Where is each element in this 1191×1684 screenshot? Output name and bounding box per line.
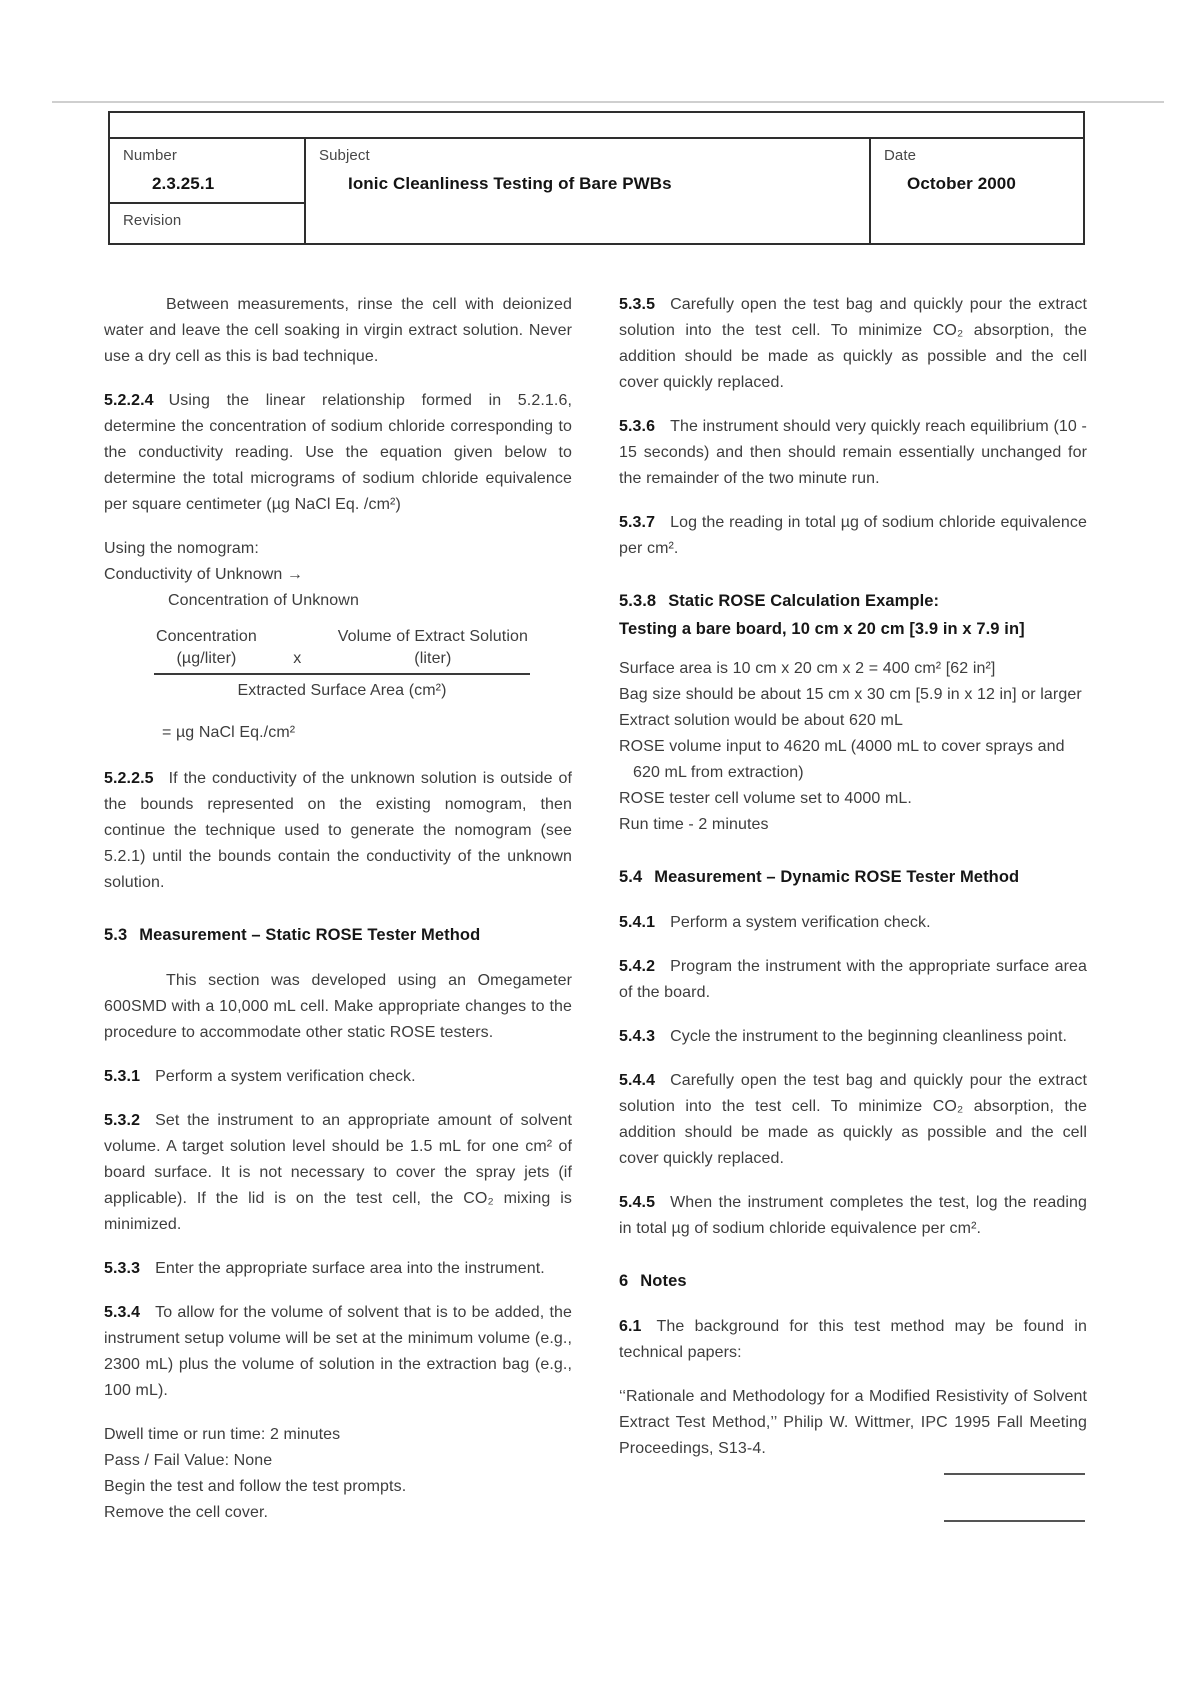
section-5-3-2: [104, 1108, 572, 1238]
page-top-rule: [52, 101, 1164, 103]
section-number: 6.1: [619, 1318, 642, 1335]
section-5-4-1: [619, 910, 1087, 936]
heading-line: [619, 588, 1087, 614]
section-text: Enter the appropriate surface area into the instrument.: [155, 1260, 545, 1277]
section-number: 5.4.2: [619, 958, 656, 975]
section-5-3-5: [619, 292, 1087, 396]
section-6-1: [619, 1314, 1087, 1366]
section-5-3-7: [619, 510, 1087, 562]
heading-text: Notes: [640, 1272, 687, 1290]
number-cell: [110, 139, 304, 204]
example-line: ROSE tester cell volume set to 4000 mL.: [619, 790, 912, 807]
run-setting-line: Remove the cell cover.: [104, 1504, 269, 1521]
example-line: Extract solution would be about 620 mL: [619, 712, 903, 729]
section-text: Carefully open the test bag and quickly pour the extract solution into the test cell. To minimize CO₂ absorption, the addition should be made as quickly as possible and the cell cover quickly replaced.: [619, 1072, 1087, 1167]
heading-line: Testing a bare board, 10 cm x 20 cm [3.9 in x 7.9 in]: [619, 620, 1025, 638]
section-number: 5.3.6: [619, 418, 656, 435]
date-value: October 2000: [907, 174, 1016, 193]
reference-citation: ‘‘Rationale and Methodology for a Modified Resistivity of Solvent Extract Test Method,’’ Philip W. Wittmer, IPC 1995 Fall Meeting Proceedings, S13-4.: [619, 1388, 1087, 1457]
header-columns: [110, 139, 1083, 243]
subject-cell: [306, 139, 871, 243]
calculation-example-lines: [619, 656, 1087, 838]
signature-rule-bottom: [944, 1520, 1085, 1522]
signature-rule-top: [944, 1473, 1085, 1475]
heading-number: 6: [619, 1272, 629, 1290]
equation-denominator: Extracted Surface Area (cm²): [237, 682, 447, 699]
heading-number: 5.3.8: [619, 592, 657, 610]
section-number: 5.4.4: [619, 1072, 656, 1089]
section-text: Set the instrument to an appropriate amount of solvent volume. A target solution level should be 1.5 mL for one cm² of board surface. It is not necessary to cover the spray jets (if applicable). If the lid is on the test cell, the CO₂ mixing is minimized.: [104, 1112, 572, 1233]
header-empty-row: [110, 113, 1083, 139]
paragraph-intro: Between measurements, rinse the cell with deionized water and leave the cell soaking in virgin extract solution. Never use a dry cell as this is bad technique.: [104, 296, 572, 365]
section-text: If the conductivity of the unknown solution is outside of the bounds represented on the existing nomogram, then continue the technique used to generate the nomogram (see 5.2.1) until the bounds contain the conductivity of the unknown solution.: [104, 770, 572, 891]
section-text: To allow for the volume of solvent that is to be added, the instrument setup volume will be set at the minimum volume (e.g., 2300 mL) plus the volume of solution in the extraction bag (e.g., 100 mL).: [104, 1304, 572, 1399]
heading-5-3: [104, 922, 572, 948]
equation-term-label: Concentration: [156, 628, 257, 645]
example-line: Surface area is 10 cm x 20 cm x 2 = 400 cm² [62 in²]: [619, 660, 996, 677]
section-number: 5.2.2.5: [104, 770, 154, 787]
number-label: Number: [123, 147, 177, 164]
subject-label: Subject: [319, 147, 370, 164]
section-text: The instrument should very quickly reach equilibrium (10 - 15 seconds) and then should remain essentially unchanged for the remainder of the two minute run.: [619, 418, 1087, 487]
section-5-4-2: [619, 954, 1087, 1006]
section-number: 5.3.1: [104, 1068, 141, 1085]
section-number: 5.4.1: [619, 914, 656, 931]
subject-value: Ionic Cleanliness Testing of Bare PWBs: [348, 174, 672, 193]
run-setting-line: Begin the test and follow the test prompts.: [104, 1478, 407, 1495]
revision-label: Revision: [123, 212, 182, 229]
heading-number: 5.3: [104, 926, 128, 944]
section-number: 5.3.2: [104, 1112, 141, 1129]
example-line: ROSE volume input to 4620 mL (4000 mL to cover sprays and 620 mL from extraction): [619, 738, 1065, 781]
nomogram-line: Conductivity of Unknown →: [104, 566, 304, 583]
paragraph-5-3-intro: This section was developed using an Omegameter 600SMD with a 10,000 mL cell. Make appropriate changes to the procedure to accommodate other static ROSE testers.: [104, 972, 572, 1041]
left-column: [104, 292, 572, 1544]
equation-term-unit: (µg/liter): [176, 650, 237, 667]
date-cell: [871, 139, 1083, 243]
nomogram-lines: [104, 536, 572, 614]
number-value: 2.3.25.1: [152, 174, 215, 193]
section-text: Carefully open the test bag and quickly pour the extract solution into the test cell. To minimize CO₂ absorption, the addition should be made as quickly as possible and the cell cover quickly replaced.: [619, 296, 1087, 391]
section-text: Perform a system verification check.: [155, 1068, 416, 1085]
section-number: 5.4.3: [619, 1028, 656, 1045]
equation-volume-term: [338, 626, 528, 670]
heading-5-3-8: [619, 588, 1087, 642]
heading-text: Static ROSE Calculation Example:: [668, 592, 940, 610]
section-5-3-6: [619, 414, 1087, 492]
run-settings-lines: [104, 1422, 572, 1526]
date-label: Date: [884, 147, 917, 164]
nomogram-line: Concentration of Unknown: [168, 592, 359, 609]
section-5-2-2-5: [104, 766, 572, 896]
section-5-2-2-4: [104, 388, 572, 518]
section-number: 5.3.3: [104, 1260, 141, 1277]
right-column: [619, 292, 1087, 1480]
section-number: 5.3.7: [619, 514, 656, 531]
nomogram-line: Using the nomogram:: [104, 540, 259, 557]
run-setting-line: Dwell time or run time: 2 minutes: [104, 1426, 341, 1443]
section-text: Using the linear relationship formed in 5.2.1.6, determine the concentration of sodium chloride corresponding to the conductivity reading. Use the equation given below to determine the total micrograms of sodium chloride equivalence per square centimeter (µg NaCl Eq. /cm²): [104, 392, 572, 513]
section-number: 5.4.5: [619, 1194, 656, 1211]
section-5-3-1: [104, 1064, 572, 1090]
section-text: When the instrument completes the test, log the reading in total µg of sodium chloride equivalence per cm².: [619, 1194, 1087, 1237]
section-5-4-4: [619, 1068, 1087, 1172]
equation-multiply-sign: x: [293, 650, 302, 667]
equation-term-label: Volume of Extract Solution: [337, 628, 528, 645]
section-5-3-3: [104, 1256, 572, 1282]
section-text: Perform a system verification check.: [670, 914, 931, 931]
equation-term-unit: (liter): [414, 650, 452, 667]
section-5-4-3: [619, 1024, 1087, 1050]
heading-number: 5.4: [619, 868, 643, 886]
section-number: 5.3.4: [104, 1304, 141, 1321]
heading-text: Measurement – Dynamic ROSE Tester Method: [654, 868, 1020, 886]
section-5-3-4: [104, 1300, 572, 1404]
equation: [154, 626, 530, 704]
heading-text: Measurement – Static ROSE Tester Method: [139, 926, 481, 944]
equation-concentration-term: [156, 626, 257, 670]
example-line: Bag size should be about 15 cm x 30 cm [5.9 in x 12 in] or larger: [619, 686, 1082, 703]
run-setting-line: Pass / Fail Value: None: [104, 1452, 273, 1469]
section-number: 5.2.2.4: [104, 392, 154, 409]
equation-result: = µg NaCl Eq./cm²: [162, 724, 296, 741]
section-text: Cycle the instrument to the beginning cleanliness point.: [670, 1028, 1068, 1045]
section-text: The background for this test method may be found in technical papers:: [619, 1318, 1087, 1361]
section-5-4-5: [619, 1190, 1087, 1242]
heading-6: [619, 1268, 1087, 1294]
heading-5-4: [619, 864, 1087, 890]
example-line: Run time - 2 minutes: [619, 816, 769, 833]
section-number: 5.3.5: [619, 296, 656, 313]
header-table: [108, 111, 1085, 245]
section-text: Log the reading in total µg of sodium chloride equivalence per cm².: [619, 514, 1087, 557]
revision-cell: [110, 204, 304, 243]
equation-numerator: [154, 626, 530, 675]
header-number-column: [110, 139, 306, 243]
section-text: Program the instrument with the appropriate surface area of the board.: [619, 958, 1087, 1001]
